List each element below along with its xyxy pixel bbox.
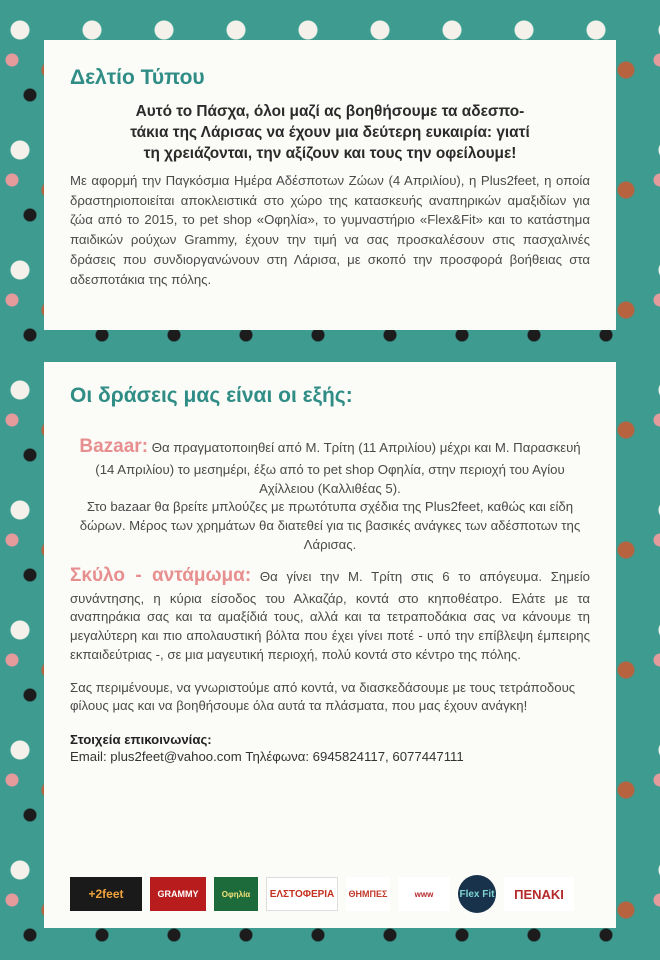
plus2feet-logo: +2feet — [70, 877, 142, 911]
actions-heading: Οι δράσεις μας είναι οι εξής: — [70, 384, 353, 407]
lead-line-1: Αυτό το Πάσχα, όλοι μαζί ας βοηθήσουμε τα αδεσπο- — [135, 103, 525, 120]
bazaar-block — [70, 434, 590, 555]
press-body-text: Με αφορμή την Παγκόσμια Ημέρα Αδέσποτων Ζώων (4 Απριλίου), η Plus2feet, η οποία δραστηριοποιείται αποκλειστικά στο χώρο της κατασκευής αναπηρικών αμαξιδίων για ζώα από το 2015, το pet shop «Οφηλία», το γυμναστήριο «Flex&Fit» και το κατάστημα παιδικών ρούχων Grammy, έχουν την τιμή να σας προσκαλέσουν στις πασχαλινές δράσεις που συνδιοργανώνουν στη Λάρισα, με σκοπό την προσφορά βοήθειας στα αδεσποτάκια της πόλης. — [70, 172, 590, 287]
lastoferia-logo: ΕΛΣΤΟΦΕΡΙΑ — [266, 877, 338, 911]
lead-paragraph — [70, 102, 590, 165]
closing-text: Σας περιμένουμε, να γνωριστούμε από κοντά, να διασκεδάσουμε με τους τετράποδους φίλους μας και να βοηθήσουμε όλα αυτά τα πλάσματα, που μας έχουν ανάγκη! — [70, 679, 576, 714]
contact-heading: Στοιχεία επικοινωνίας: — [70, 732, 212, 748]
press-release-title: Δελτίο Τύπου — [70, 66, 205, 89]
bazaar-text-2: Στο bazaar θα βρείτε μπλούζες με πρωτότυπα σχέδια της Plus2feet, καθώς και είδη δώρων. Μέρος των χρημάτων θα διατεθεί για τις βασικές ανάγκες των αδέσποτων της Λάρισας. — [79, 499, 581, 552]
dogwalk-title: Σκύλο - αντάμωμα: — [70, 564, 252, 586]
dogwalk-block — [70, 563, 590, 665]
lead-line-3: τη χρειάζονται, την αξίζουν και τους την οφείλουμε! — [143, 144, 517, 162]
sponsor-logos — [70, 874, 606, 914]
ofilia-logo: Οφηλία — [214, 877, 258, 911]
dogwalk-text: Θα γίνει την Μ. Τρίτη στις 6 το απόγευμα. Σημείο συνάντησης, η κύρια είσοδος του Αλκαζάρ, κοντά στο κηποθέατρο. Ελάτε με τα αναπηράκια σας και τα αμαξίδιά τους, αλλά και τα τετραποδάκια σας να κάνουμε τη μεγαλύτερη και πιο απολαυστική βόλτα που έχει γίνει ποτέ - υπό την επίβλεψη έμπειρης εκπαιδεύτριας -, σε μια μαγευτική περιοχή, πολύ κοντά στο κέντρο της πόλης. — [70, 568, 590, 662]
lead-line-2: τάκια της Λάρισας να έχουν μια δεύτερη ευκαιρία: γιατί — [130, 123, 530, 141]
grammy-logo: GRAMMY — [150, 877, 206, 911]
thimpes-logo: ΘΗΜΠΕΣ — [346, 877, 390, 911]
press-release-panel — [44, 40, 616, 330]
bazaar-text-1: Θα πραγματοποιηθεί από Μ. Τρίτη (11 Απριλίου) μέχρι και Μ. Παρασκευή (14 Απριλίου) το μεσημέρι, έξω από το pet shop Οφηλία, στην περιοχή του Αγίου Αχίλλειου (Καλλιθέας 5). — [95, 440, 581, 496]
actions-panel — [44, 362, 616, 928]
weblink-logo: www — [398, 877, 450, 911]
flexfit-logo: Flex Fit — [458, 875, 496, 913]
contact-line: Email: plus2feet@vahoo.com Τηλέφωνα: 6945824117, 6077447111 — [70, 749, 464, 765]
bazaar-title: Bazaar: — [79, 436, 149, 457]
penaki-logo: ΠΕΝΑΚΙ — [504, 877, 574, 911]
